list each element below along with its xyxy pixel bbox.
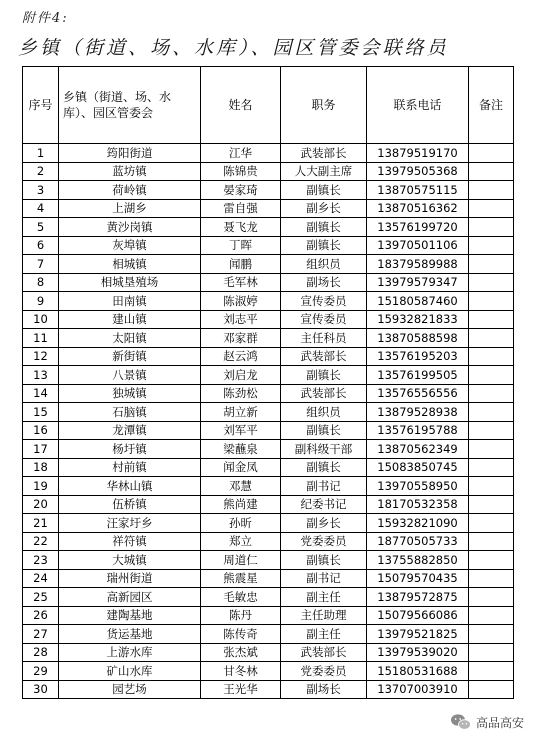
cell-unit: 矿山水库 (59, 662, 201, 681)
cell-unit: 荷岭镇 (59, 181, 201, 200)
cell-phone: 15079570435 (367, 569, 469, 588)
cell-index: 21 (23, 514, 59, 533)
cell-remark (469, 347, 514, 366)
cell-phone: 13755882850 (367, 551, 469, 570)
cell-remark (469, 310, 514, 329)
cell-phone: 13979521825 (367, 625, 469, 644)
table-row (23, 421, 514, 440)
cell-index: 4 (23, 199, 59, 218)
table-header-row (23, 67, 514, 144)
cell-phone: 13979505368 (367, 162, 469, 181)
cell-remark (469, 532, 514, 551)
cell-name: 陈丹 (201, 606, 281, 625)
cell-unit: 筠阳街道 (59, 144, 201, 163)
table-row (23, 514, 514, 533)
cell-position: 组织员 (281, 255, 367, 274)
table-row (23, 273, 514, 292)
table-row (23, 366, 514, 385)
cell-position: 副科级干部 (281, 440, 367, 459)
cell-position: 副主任 (281, 625, 367, 644)
table-row (23, 329, 514, 348)
cell-index: 26 (23, 606, 59, 625)
table-row (23, 458, 514, 477)
cell-position: 副镇长 (281, 236, 367, 255)
cell-index: 7 (23, 255, 59, 274)
cell-position: 党委委员 (281, 532, 367, 551)
cell-position: 宣传委员 (281, 292, 367, 311)
cell-position: 副乡长 (281, 514, 367, 533)
cell-phone: 13870588598 (367, 329, 469, 348)
cell-phone: 15180531688 (367, 662, 469, 681)
cell-remark (469, 366, 514, 385)
cell-name: 胡立新 (201, 403, 281, 422)
cell-remark (469, 384, 514, 403)
cell-phone: 15932821090 (367, 514, 469, 533)
cell-name: 晏家琦 (201, 181, 281, 200)
cell-phone: 13576199505 (367, 366, 469, 385)
cell-phone: 15079566086 (367, 606, 469, 625)
table-row (23, 310, 514, 329)
cell-name: 周道仁 (201, 551, 281, 570)
cell-position: 武装部长 (281, 384, 367, 403)
cell-position: 副乡长 (281, 199, 367, 218)
cell-unit: 园艺场 (59, 680, 201, 699)
table-row (23, 625, 514, 644)
cell-position: 纪委书记 (281, 495, 367, 514)
cell-remark (469, 551, 514, 570)
cell-name: 陈劲松 (201, 384, 281, 403)
table-body (23, 144, 514, 699)
cell-name: 毛军林 (201, 273, 281, 292)
cell-phone: 13576556556 (367, 384, 469, 403)
wechat-icon (450, 713, 472, 731)
cell-name: 刘启龙 (201, 366, 281, 385)
cell-phone: 13707003910 (367, 680, 469, 699)
cell-remark (469, 329, 514, 348)
cell-remark (469, 477, 514, 496)
cell-index: 2 (23, 162, 59, 181)
cell-remark (469, 421, 514, 440)
cell-phone: 13576199720 (367, 218, 469, 237)
cell-position: 副镇长 (281, 551, 367, 570)
cell-remark (469, 181, 514, 200)
cell-index: 27 (23, 625, 59, 644)
cell-unit: 上湖乡 (59, 199, 201, 218)
cell-position: 副镇长 (281, 421, 367, 440)
header-unit: 乡镇（街道、场、水库）、园区管委会 (59, 67, 201, 144)
cell-index: 3 (23, 181, 59, 200)
cell-remark (469, 680, 514, 699)
cell-index: 13 (23, 366, 59, 385)
cell-position: 副镇长 (281, 181, 367, 200)
cell-index: 19 (23, 477, 59, 496)
cell-phone: 13576195788 (367, 421, 469, 440)
header-position: 职务 (281, 67, 367, 144)
cell-name: 孙昕 (201, 514, 281, 533)
cell-unit: 货运基地 (59, 625, 201, 644)
cell-index: 15 (23, 403, 59, 422)
cell-index: 16 (23, 421, 59, 440)
table-row (23, 162, 514, 181)
table-row (23, 643, 514, 662)
cell-name: 刘军平 (201, 421, 281, 440)
cell-index: 17 (23, 440, 59, 459)
cell-remark (469, 606, 514, 625)
cell-name: 张杰斌 (201, 643, 281, 662)
cell-phone: 13870562349 (367, 440, 469, 459)
liaison-table (22, 66, 514, 699)
cell-remark (469, 569, 514, 588)
table-row (23, 199, 514, 218)
cell-position: 副场长 (281, 680, 367, 699)
cell-name: 陈传奇 (201, 625, 281, 644)
cell-remark (469, 162, 514, 181)
cell-index: 18 (23, 458, 59, 477)
cell-phone: 13979539020 (367, 643, 469, 662)
cell-position: 武装部长 (281, 643, 367, 662)
cell-position: 副镇长 (281, 458, 367, 477)
cell-remark (469, 273, 514, 292)
cell-phone: 15180587460 (367, 292, 469, 311)
table-row (23, 551, 514, 570)
table-row (23, 569, 514, 588)
cell-unit: 新街镇 (59, 347, 201, 366)
cell-unit: 建山镇 (59, 310, 201, 329)
table-row (23, 588, 514, 607)
cell-name: 闻金凤 (201, 458, 281, 477)
cell-remark (469, 643, 514, 662)
cell-position: 副镇长 (281, 366, 367, 385)
cell-unit: 田南镇 (59, 292, 201, 311)
cell-phone: 13870575115 (367, 181, 469, 200)
header-phone: 联系电话 (367, 67, 469, 144)
cell-remark (469, 662, 514, 681)
cell-remark (469, 458, 514, 477)
cell-phone: 13576195203 (367, 347, 469, 366)
cell-unit: 伍桥镇 (59, 495, 201, 514)
cell-phone: 18170532358 (367, 495, 469, 514)
cell-remark (469, 514, 514, 533)
cell-name: 邓慧 (201, 477, 281, 496)
cell-unit: 灰埠镇 (59, 236, 201, 255)
cell-unit: 汪家圩乡 (59, 514, 201, 533)
cell-unit: 蓝坊镇 (59, 162, 201, 181)
watermark (450, 710, 524, 734)
table-row (23, 347, 514, 366)
cell-remark (469, 255, 514, 274)
cell-name: 邓家群 (201, 329, 281, 348)
table-row (23, 662, 514, 681)
cell-name: 梁蘸泉 (201, 440, 281, 459)
cell-position: 宣传委员 (281, 310, 367, 329)
table-row (23, 255, 514, 274)
cell-position: 主任助理 (281, 606, 367, 625)
table-row (23, 292, 514, 311)
table-row (23, 384, 514, 403)
table-row (23, 236, 514, 255)
cell-index: 28 (23, 643, 59, 662)
cell-unit: 杨圩镇 (59, 440, 201, 459)
table-row (23, 403, 514, 422)
cell-name: 陈锦贵 (201, 162, 281, 181)
cell-unit: 独城镇 (59, 384, 201, 403)
table-row (23, 218, 514, 237)
cell-name: 熊尚建 (201, 495, 281, 514)
cell-index: 20 (23, 495, 59, 514)
cell-name: 甘冬林 (201, 662, 281, 681)
cell-phone: 18770505733 (367, 532, 469, 551)
table-row (23, 440, 514, 459)
table-row (23, 532, 514, 551)
cell-position: 组织员 (281, 403, 367, 422)
attachment-label: 附件4: (22, 11, 69, 26)
cell-position: 党委委员 (281, 662, 367, 681)
cell-phone: 15932821833 (367, 310, 469, 329)
cell-name: 王光华 (201, 680, 281, 699)
cell-index: 11 (23, 329, 59, 348)
cell-remark (469, 236, 514, 255)
cell-unit: 太阳镇 (59, 329, 201, 348)
cell-name: 郑立 (201, 532, 281, 551)
header-index: 序号 (23, 67, 59, 144)
table-row (23, 477, 514, 496)
table-row (23, 144, 514, 163)
cell-name: 丁晖 (201, 236, 281, 255)
cell-unit: 高新园区 (59, 588, 201, 607)
cell-position: 副书记 (281, 477, 367, 496)
cell-phone: 18379589988 (367, 255, 469, 274)
cell-name: 闻鹏 (201, 255, 281, 274)
cell-remark (469, 440, 514, 459)
cell-remark (469, 218, 514, 237)
cell-phone: 13879572875 (367, 588, 469, 607)
cell-phone: 13879519170 (367, 144, 469, 163)
cell-position: 副场长 (281, 273, 367, 292)
cell-unit: 龙潭镇 (59, 421, 201, 440)
cell-phone: 15083850745 (367, 458, 469, 477)
cell-unit: 祥符镇 (59, 532, 201, 551)
cell-index: 1 (23, 144, 59, 163)
cell-index: 6 (23, 236, 59, 255)
cell-remark (469, 199, 514, 218)
cell-remark (469, 292, 514, 311)
cell-phone: 13979579347 (367, 273, 469, 292)
cell-phone: 13870516362 (367, 199, 469, 218)
cell-position: 副主任 (281, 588, 367, 607)
cell-remark (469, 495, 514, 514)
cell-index: 14 (23, 384, 59, 403)
table-row (23, 181, 514, 200)
cell-unit: 黄沙岗镇 (59, 218, 201, 237)
cell-remark (469, 144, 514, 163)
document-title: 乡镇（街道、场、水库）、园区管委会联络员 (18, 37, 449, 59)
cell-position: 副书记 (281, 569, 367, 588)
cell-index: 25 (23, 588, 59, 607)
cell-unit: 瑞州街道 (59, 569, 201, 588)
cell-phone: 13970558950 (367, 477, 469, 496)
cell-name: 毛敏忠 (201, 588, 281, 607)
cell-name: 陈淑婷 (201, 292, 281, 311)
header-name: 姓名 (201, 67, 281, 144)
cell-name: 刘志平 (201, 310, 281, 329)
table-row (23, 680, 514, 699)
cell-unit: 上游水库 (59, 643, 201, 662)
cell-unit: 相城镇 (59, 255, 201, 274)
cell-name: 江华 (201, 144, 281, 163)
cell-phone: 13879528938 (367, 403, 469, 422)
cell-index: 9 (23, 292, 59, 311)
header-remark: 备注 (469, 67, 514, 144)
cell-remark (469, 625, 514, 644)
cell-name: 赵云鸿 (201, 347, 281, 366)
cell-position: 副镇长 (281, 218, 367, 237)
cell-index: 22 (23, 532, 59, 551)
cell-index: 29 (23, 662, 59, 681)
cell-position: 主任科员 (281, 329, 367, 348)
cell-unit: 大城镇 (59, 551, 201, 570)
table-row (23, 606, 514, 625)
cell-index: 5 (23, 218, 59, 237)
cell-index: 24 (23, 569, 59, 588)
cell-phone: 13970501106 (367, 236, 469, 255)
cell-name: 雷自强 (201, 199, 281, 218)
cell-index: 12 (23, 347, 59, 366)
cell-unit: 建陶基地 (59, 606, 201, 625)
watermark-text: 高品高安 (475, 715, 524, 730)
cell-unit: 石脑镇 (59, 403, 201, 422)
cell-index: 23 (23, 551, 59, 570)
cell-index: 30 (23, 680, 59, 699)
cell-unit: 八景镇 (59, 366, 201, 385)
cell-position: 人大副主席 (281, 162, 367, 181)
cell-name: 熊震星 (201, 569, 281, 588)
cell-index: 10 (23, 310, 59, 329)
cell-name: 聂飞龙 (201, 218, 281, 237)
cell-remark (469, 403, 514, 422)
cell-unit: 华林山镇 (59, 477, 201, 496)
cell-remark (469, 588, 514, 607)
cell-index: 8 (23, 273, 59, 292)
cell-position: 武装部长 (281, 144, 367, 163)
cell-unit: 村前镇 (59, 458, 201, 477)
table-row (23, 495, 514, 514)
cell-unit: 相城垦殖场 (59, 273, 201, 292)
cell-position: 武装部长 (281, 347, 367, 366)
